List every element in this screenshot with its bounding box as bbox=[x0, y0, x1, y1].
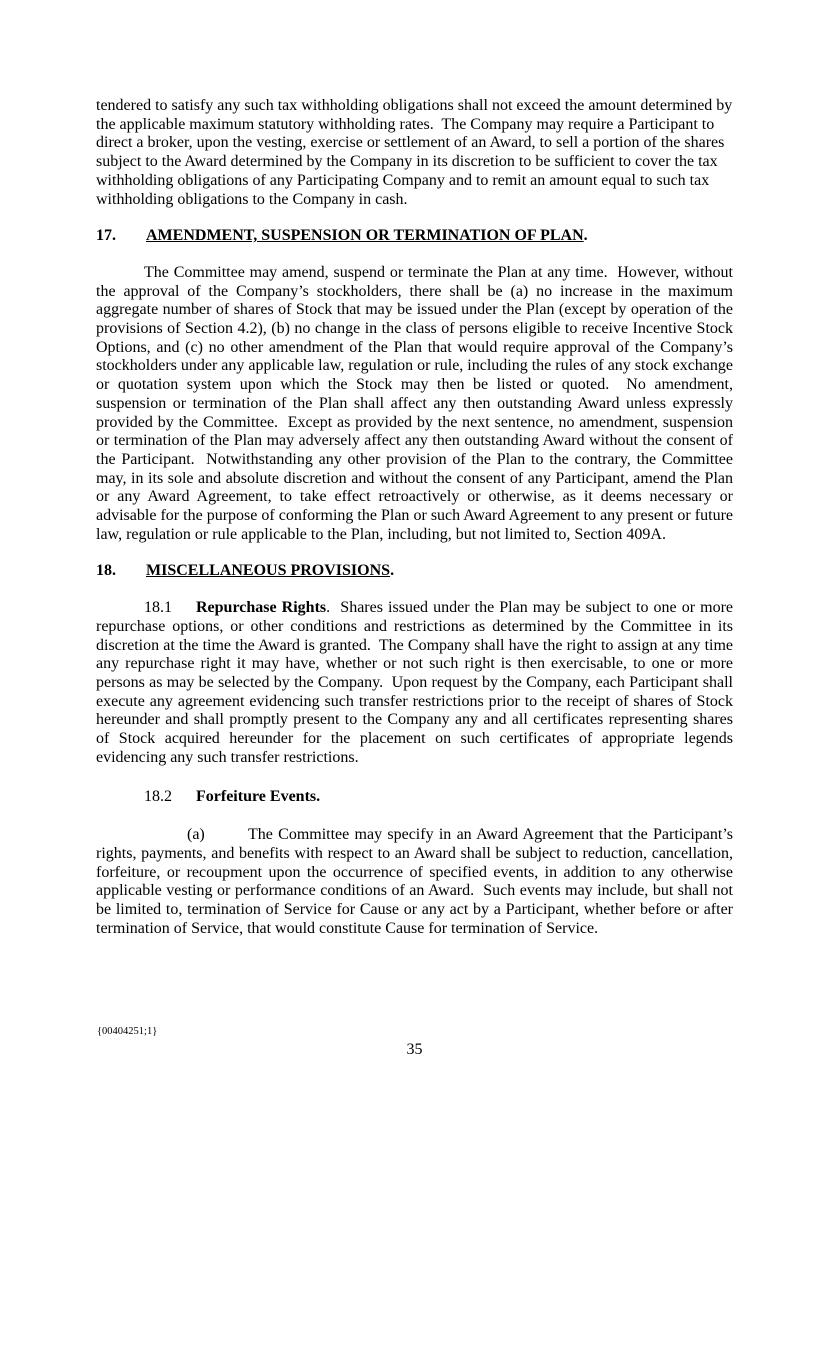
section-18-2-label: Forfeiture Events. bbox=[196, 787, 321, 805]
section-18-1-text: . Shares issued under the Plan may be subject to one or more repurchase options, or other conditions and restrictions as determined by the Committee in its discretion at the time the Award is granted. The Company shall have the right to assign at any time any repurchase right it may have, whether or not such right is then exercisable, to one or more persons as may be selected by the Company. Upon request by the Company, each Participant shall execute any agreement evidencing such transfer restrictions prior to the receipt of shares of Stock hereunder and shall promptly present to the Company any and all certificates representing shares of Stock acquired hereunder for the placement on such certificates of appropriate legends evidencing any such transfer restrictions. bbox=[96, 599, 738, 766]
section-18-title-period: . bbox=[390, 562, 395, 580]
section-18-2a-text: The Committee may specify in an Award Agreement that the Participant’s rights, payments, and benefits with respect to an Award shall be subject to reduction, cancellation, forfeiture, or recoupment upon the occurrence of specified events, in addition to any otherwise applicable vesting or performance conditions of an Award. Such events may include, but shall not be limited to, termination of Service for Cause or any act by a Participant, whether before or after termination of Service, that would constitute Cause for termination of Service. bbox=[96, 826, 737, 937]
section-18-1-number: 18.1 bbox=[144, 599, 172, 617]
section-17-title: AMENDMENT, SUSPENSION OR TERMINATION OF PLAN bbox=[146, 227, 584, 245]
continuation-paragraph: tendered to satisfy any such tax withholding obligations shall not exceed the amount determined by the applicable maximum statutory withholding rates. The Company may require a Participant to direct a broker, upon the vesting, exercise or settlement of an Award, to sell a portion of the shares subject to the Award determined by the Company in its discretion to be sufficient to cover the tax withholding obligations of any Participating Company and to remit an amount equal to such tax withholding obligations to the Company in cash. bbox=[96, 97, 737, 208]
section-17-paragraph: The Committee may amend, suspend or terminate the Plan at any time. However, without the approval of the Company’s stockholders, there shall be (a) no increase in the maximum aggregate number of shares of Stock that may be issued under the Plan (except by operation of the provisions of Section 4.2), (b) no change in the class of persons eligible to receive Incentive Stock Options, and (c) no other amendment of the Plan that would require approval of the Company’s stockholders under any applicable law, regulation or rule, including the rules of any stock exchange or quotation system upon which the Stock may then be listed or quoted. No amendment, suspension or termination of the Plan shall affect any then outstanding Award unless expressly provided by the Committee. Except as provided by the next sentence, no amendment, suspension or termination of the Plan may adversely affect any then outstanding Award without the consent of the Participant. Notwithstanding any other provision of the Plan to the contrary, the Committee may, in its sole and absolute discretion and without the consent of any Participant, amend the Plan or any Award Agreement, to take effect retroactively or otherwise, as it deems necessary or advisable for the purpose of conforming the Plan or such Award Agreement to any present or future law, regulation or rule applicable to the Plan, including, but not limited to, Section 409A. bbox=[96, 263, 737, 543]
section-17-heading bbox=[96, 227, 733, 246]
section-18-2-heading bbox=[96, 788, 733, 807]
footer-page-number: 35 bbox=[406, 1041, 423, 1058]
section-18-heading bbox=[96, 562, 733, 581]
section-17-title-period: . bbox=[583, 227, 588, 245]
section-17-number: 17. bbox=[96, 227, 116, 245]
section-18-1-paragraph bbox=[96, 599, 738, 767]
section-18-number: 18. bbox=[96, 562, 116, 580]
section-18-2-number: 18.2 bbox=[144, 787, 172, 805]
section-18-2a-paragraph bbox=[96, 826, 737, 938]
footer-document-id: {00404251;1} bbox=[97, 1026, 158, 1037]
section-18-1-label: Repurchase Rights bbox=[196, 599, 327, 617]
section-18-title: MISCELLANEOUS PROVISIONS bbox=[146, 562, 391, 580]
section-18-2a-marker: (a) bbox=[187, 826, 205, 844]
